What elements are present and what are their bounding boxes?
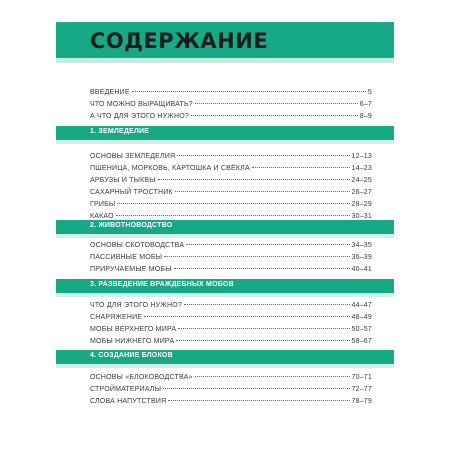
toc-entry-pages: 36–39 — [351, 254, 372, 261]
toc-entry-title: МОБЫ НИЖНЕГО МИРА — [90, 338, 175, 345]
section-rule — [56, 293, 394, 297]
page-title: СОДЕРЖАНИЕ — [90, 29, 269, 53]
section-rule — [56, 140, 394, 144]
toc-entry[interactable] — [90, 324, 372, 335]
toc-entry[interactable] — [90, 199, 372, 210]
toc-entry-title: САХАРНЫЙ ТРОСТНИК — [90, 189, 173, 196]
toc-entry-title: ПАССИВНЫЕ МОБЫ — [90, 254, 163, 261]
toc-entry-pages: 12–13 — [351, 153, 372, 160]
toc-entry-pages: 8–9 — [359, 113, 372, 120]
toc-entry-pages: 72–77 — [351, 386, 372, 393]
toc-entry[interactable] — [90, 384, 372, 395]
dot-leader — [177, 155, 349, 156]
toc-entry-pages: 24–25 — [351, 177, 372, 184]
toc-entry-title: СТРОЙМАТЕРИАЛЫ — [90, 386, 162, 393]
toc-entry-pages: 40–41 — [351, 266, 372, 273]
toc-entry-pages: 5 — [367, 89, 372, 96]
dot-leader — [117, 203, 349, 204]
dot-leader — [163, 388, 349, 389]
toc-entry-pages: 26–27 — [351, 189, 372, 196]
section-header-hostile-mobs — [56, 279, 394, 293]
section-header-farming — [56, 126, 394, 140]
toc-entry-title: МОБЫ ВЕРХНЕГО МИРА — [90, 326, 177, 333]
toc-entry-pages: 70–71 — [351, 374, 372, 381]
toc-entry[interactable] — [90, 111, 372, 122]
section-heading: 4. СОЗДАНИЕ БЛОКОВ — [90, 352, 173, 359]
toc-entry-pages: 14–23 — [351, 165, 372, 172]
toc-entry-title: АРБУЗЫ И ТЫКВЫ — [90, 177, 156, 184]
toc-entry-title: ВВЕДЕНИЕ — [90, 89, 130, 96]
toc-entry-pages: 78–79 — [351, 398, 372, 405]
section-header-blocks — [56, 350, 394, 364]
toc-entry-title: ПРИРУЧАЕМЫЕ МОБЫ — [90, 266, 172, 273]
toc-entry[interactable] — [90, 252, 372, 263]
toc-entry-title: ОСНОВЫ ЗЕМЛЕДЕЛИЯ — [90, 153, 176, 160]
dot-leader — [252, 167, 350, 168]
toc-entry-pages: 50–57 — [351, 326, 372, 333]
toc-entry[interactable] — [90, 87, 372, 98]
dot-leader — [195, 376, 350, 377]
title-bar-underline — [56, 58, 394, 63]
toc-entry-pages: 44–47 — [351, 302, 372, 309]
toc-entry[interactable] — [90, 163, 372, 174]
dot-leader — [176, 340, 349, 341]
toc-entry-title: А ЧТО ДЛЯ ЭТОГО НУЖНО? — [90, 113, 189, 120]
toc-entry[interactable] — [90, 187, 372, 198]
dot-leader — [178, 328, 349, 329]
section-heading: 3. РАЗВЕДЕНИЕ ВРАЖДЕБНЫХ МОБОВ — [90, 281, 234, 288]
dot-leader — [132, 91, 366, 92]
section-rule — [56, 234, 394, 238]
dot-leader — [174, 268, 350, 269]
dot-leader — [191, 115, 358, 116]
section-heading: 1. ЗЕМЛЕДЕЛИЕ — [90, 128, 150, 135]
section-heading: 2. ЖИВОТНОВОДСТВО — [90, 222, 173, 229]
title-bar — [56, 22, 394, 58]
toc-entry[interactable] — [90, 372, 372, 383]
toc-entry-title: ОСНОВЫ СКОТОВОДСТВА — [90, 242, 185, 249]
dot-leader — [164, 256, 349, 257]
toc-entry[interactable] — [90, 240, 372, 251]
toc-entry-pages: 30–31 — [351, 213, 372, 220]
dot-leader — [195, 103, 358, 104]
toc-entry-pages: 58–67 — [351, 338, 372, 345]
toc-entry-title: ЧТО МОЖНО ВЫРАЩИВАТЬ? — [90, 101, 193, 108]
dot-leader — [175, 191, 350, 192]
toc-entry[interactable] — [90, 175, 372, 186]
section-rule — [56, 364, 394, 368]
toc-entry[interactable] — [90, 99, 372, 110]
toc-entry[interactable] — [90, 300, 372, 311]
toc-entry[interactable] — [90, 264, 372, 275]
toc-entry[interactable] — [90, 312, 372, 323]
dot-leader — [186, 244, 349, 245]
toc-entry-pages: 6–7 — [359, 101, 372, 108]
toc-entry-pages: 28–29 — [351, 201, 372, 208]
toc-entry[interactable] — [90, 336, 372, 347]
dot-leader — [184, 304, 350, 305]
toc-entry-title: КАКАО — [90, 213, 114, 220]
toc-entry-title: ЧТО ДЛЯ ЭТОГО НУЖНО? — [90, 302, 182, 309]
toc-entry-pages: 34–35 — [351, 242, 372, 249]
dot-leader — [168, 400, 349, 401]
toc-entry[interactable] — [90, 396, 372, 407]
dot-leader — [116, 215, 350, 216]
toc-entry-title: ОСНОВЫ «БЛОКОВОДСТВА» — [90, 374, 193, 381]
toc-entry-title: ПШЕНИЦА, МОРКОВЬ, КАРТОШКА И СВЁКЛА — [90, 165, 250, 172]
toc-entry-title: ГРИБЫ — [90, 201, 116, 208]
toc-entry-title: СЛОВА НАПУТСТВИЯ — [90, 398, 167, 405]
toc-entry-pages: 48–49 — [351, 314, 372, 321]
section-header-livestock — [56, 220, 394, 234]
dot-leader — [158, 179, 350, 180]
toc-entry-title: СНАРЯЖЕНИЕ — [90, 314, 143, 321]
toc-entry[interactable] — [90, 151, 372, 162]
dot-leader — [144, 316, 349, 317]
